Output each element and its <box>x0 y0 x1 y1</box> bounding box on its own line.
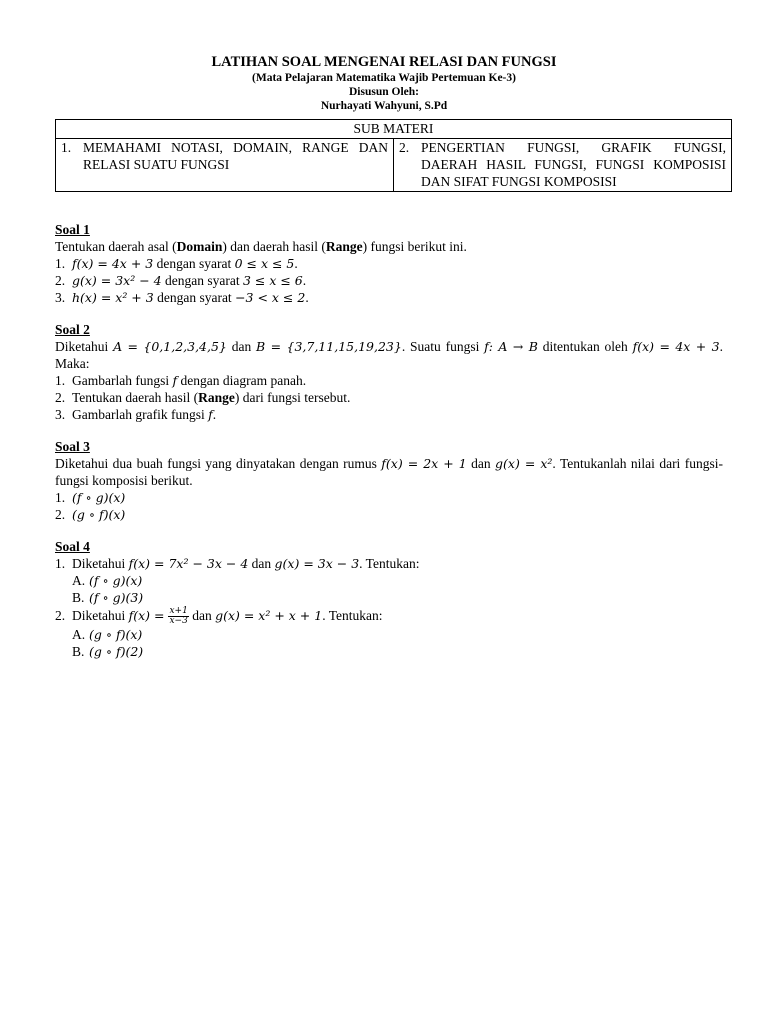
function-f-expression: f(x) = 7x² − 3x − 4 <box>128 556 249 571</box>
function-g-expression: g(x) = x² <box>495 456 553 471</box>
soal-4-question-1-part-b <box>55 589 723 606</box>
set-b-expression: B = {3,7,11,15,19,23} <box>256 339 402 354</box>
part-label: B. <box>72 644 85 660</box>
soal-3-text: dan <box>466 456 496 471</box>
soal-3-item-2 <box>55 506 723 523</box>
soal-3-text: . Tentukanlah nilai dari fungsi-fungsi komposisi berikut. <box>55 456 723 488</box>
condition-expression: 0 ≤ x ≤ 5 <box>234 256 295 271</box>
soal-2-text: . Suatu fungsi <box>401 339 485 354</box>
soal-2 <box>55 321 723 423</box>
soal-4-title: Soal 4 <box>55 539 90 554</box>
item-text: . Tentukan: <box>322 608 383 623</box>
document-subtitle: (Mata Pelajaran Matematika Wajib Pertemuan Ke-3) <box>252 72 516 84</box>
document-header <box>0 53 768 113</box>
item-text: dan <box>188 608 216 623</box>
soal-1-intro-text: ) dan daerah hasil ( <box>222 239 326 254</box>
composition-expression: (f ∘ g)(3) <box>89 590 144 605</box>
item-text: Diketahui <box>72 608 129 623</box>
soal-3-item-1 <box>55 489 723 506</box>
sub-materi-item-2-number: 2. <box>399 140 410 155</box>
soal-4-question-2-part-b <box>55 643 723 660</box>
range-term: Range <box>325 239 363 254</box>
compiled-by-label: Disusun Oleh: <box>349 86 419 98</box>
author-name: Nurhayati Wahyuni, S.Pd <box>320 100 448 112</box>
exercise-content <box>55 221 723 675</box>
item-text: . <box>212 407 217 422</box>
soal-4-question-2-part-a <box>55 626 723 643</box>
soal-1-intro-text: ) fungsi berikut ini. <box>362 239 467 254</box>
soal-1-intro <box>55 238 723 255</box>
item-text: dengan syarat <box>153 256 235 271</box>
soal-1-item-1 <box>55 255 723 272</box>
item-text: dengan diagram panah. <box>177 373 307 388</box>
soal-4 <box>55 538 723 660</box>
part-label: A. <box>72 573 86 588</box>
soal-1-title: Soal 1 <box>55 222 90 237</box>
sub-materi-table <box>55 119 732 192</box>
function-f-lhs: f(x) = <box>128 608 169 623</box>
domain-term: Domain <box>176 239 223 254</box>
function-rule-expression: f(x) = 4x + 3 <box>632 339 720 354</box>
composition-expression: (g ∘ f)(2) <box>89 644 144 660</box>
item-number: 1. <box>55 490 66 505</box>
sub-materi-heading: SUB MATERI <box>56 120 732 139</box>
soal-3-text: Diketahui dua buah fungsi yang dinyatakan dengan rumus <box>55 456 382 471</box>
soal-2-item-3 <box>55 406 723 423</box>
document-title: LATIHAN SOAL MENGENAI RELASI DAN FUNGSI <box>211 54 557 70</box>
item-text: Gambarlah fungsi <box>72 373 173 388</box>
soal-3 <box>55 438 723 523</box>
function-expression: g(x) = 3x² − 4 <box>72 273 162 288</box>
item-text: dengan syarat <box>153 290 236 305</box>
item-text: . <box>302 273 307 288</box>
soal-4-question-1-part-a <box>55 572 723 589</box>
set-a-expression: A = {0,1,2,3,4,5} <box>113 339 227 354</box>
function-g-expression: g(x) = 3x − 3 <box>274 556 360 571</box>
sub-materi-item-1-text: MEMAHAMI NOTASI, DOMAIN, RANGE DAN RELASI SUATU FUNGSI <box>83 140 388 172</box>
composition-expression: (f ∘ g)(x) <box>89 573 143 588</box>
soal-1 <box>55 221 723 306</box>
soal-2-title: Soal 2 <box>55 322 90 337</box>
function-g-expression: g(x) = x² + x + 1 <box>215 608 323 623</box>
fraction-numerator: x+1 <box>169 606 188 617</box>
item-text: . <box>305 290 309 305</box>
item-text: . Tentukan: <box>359 556 420 571</box>
function-symbol: f <box>172 373 178 388</box>
condition-expression: 3 ≤ x ≤ 6 <box>242 273 303 288</box>
item-number: 1. <box>55 373 66 388</box>
soal-3-title: Soal 3 <box>55 439 90 454</box>
composition-expression: (g ∘ f)(x) <box>89 627 143 643</box>
fraction <box>168 607 188 626</box>
soal-2-text: . Maka: <box>55 339 723 371</box>
item-text: dan <box>248 556 275 571</box>
item-number: 3. <box>55 407 66 422</box>
soal-1-intro-text: Tentukan daerah asal ( <box>55 239 177 254</box>
soal-2-text: dan <box>226 339 257 354</box>
item-text: ) dari fungsi tersebut. <box>234 390 351 405</box>
composition-expression: (g ∘ f)(x) <box>72 507 126 522</box>
item-text: dengan syarat <box>161 273 243 288</box>
range-term: Range <box>198 390 235 405</box>
item-text: Diketahui <box>72 556 129 571</box>
item-text: . <box>294 256 298 271</box>
item-number: 2. <box>55 390 66 405</box>
part-label: B. <box>72 590 85 605</box>
function-f-expression: f(x) = 2x + 1 <box>381 456 467 471</box>
item-number: 1. <box>55 256 66 271</box>
sub-materi-item-1 <box>56 139 394 192</box>
item-number: 2. <box>55 507 66 522</box>
soal-2-text: Diketahui <box>55 339 114 354</box>
item-number: 1. <box>55 556 66 571</box>
condition-expression: −3 < x ≤ 2 <box>235 290 306 305</box>
soal-2-text: ditentukan oleh <box>537 339 633 354</box>
soal-1-item-2 <box>55 272 723 289</box>
sub-materi-item-1-number: 1. <box>61 140 72 155</box>
fraction-denominator: x−3 <box>169 616 188 627</box>
soal-3-intro <box>55 455 723 489</box>
sub-materi-item-2 <box>394 139 732 192</box>
item-text: Gambarlah grafik fungsi <box>72 407 209 422</box>
soal-4-question-2 <box>55 607 723 626</box>
soal-2-item-2 <box>55 389 723 406</box>
mapping-expression: f: A → B <box>484 339 538 354</box>
item-number: 2. <box>55 273 66 288</box>
function-symbol: f <box>208 407 213 422</box>
soal-2-item-1 <box>55 372 723 389</box>
sub-materi-item-2-text: PENGERTIAN FUNGSI, GRAFIK FUNGSI, DAERAH HASIL FUNGSI, FUNGSI KOMPOSISI DAN SIFAT FUNGSI KOMPOSISI <box>421 140 726 189</box>
soal-2-intro <box>55 338 723 372</box>
part-label: A. <box>72 627 86 643</box>
soal-1-item-3 <box>55 289 723 306</box>
composition-expression: (f ∘ g)(x) <box>72 490 126 505</box>
soal-4-question-1 <box>55 555 723 572</box>
item-text: Tentukan daerah hasil ( <box>72 390 199 405</box>
item-number: 2. <box>55 608 66 623</box>
function-expression: f(x) = 4x + 3 <box>72 256 154 271</box>
function-expression: h(x) = x² + 3 <box>72 290 154 305</box>
item-number: 3. <box>55 290 66 305</box>
